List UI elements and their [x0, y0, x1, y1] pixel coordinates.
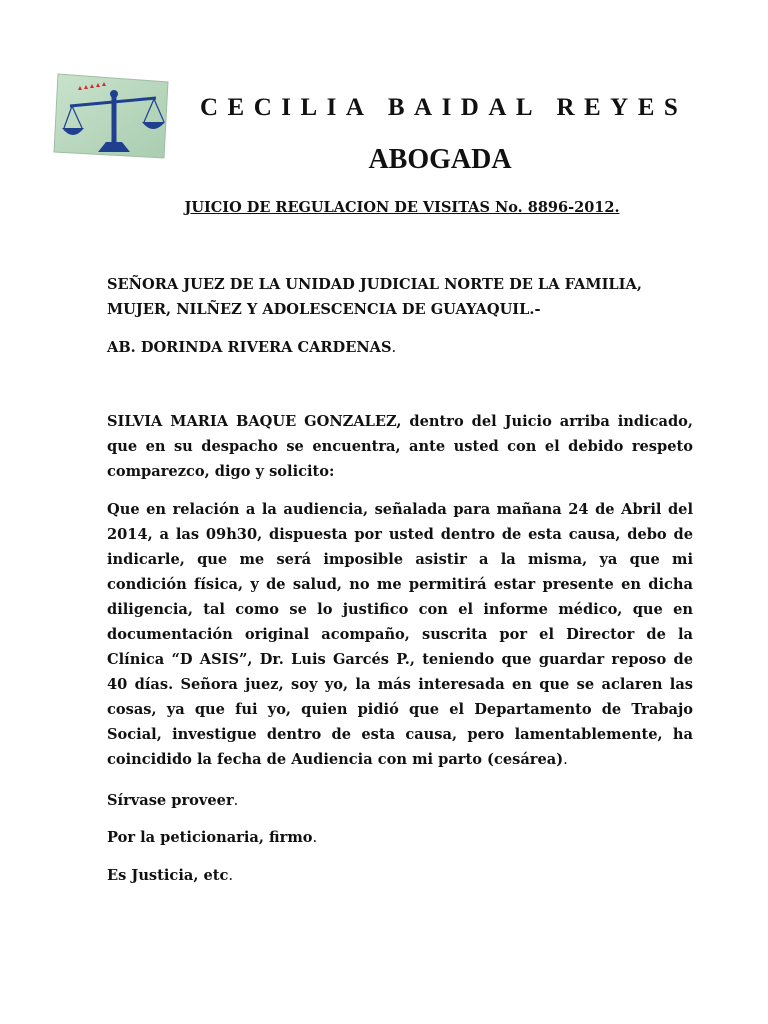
- paragraph-appearance: SILVIA MARIA BAQUE GONZALEZ, dentro del Juicio arriba indicado, que en su despacho se encuentra, ante usted con el debido respeto comparezco, digo y solicito:: [107, 413, 693, 480]
- addressee-line-2: MUJER, NILÑEZ Y ADOLESCENCIA DE GUAYAQUIL.-: [107, 301, 541, 318]
- closing-text-3: Es Justicia, etc: [107, 867, 229, 884]
- closing-text-2: Por la peticionaria, firmo: [107, 829, 313, 846]
- law-firm-logo: [52, 72, 170, 160]
- closing-line-2: Por la peticionaria, firmo.: [107, 829, 318, 846]
- closing-line-3: Es Justicia, etc.: [107, 867, 234, 884]
- lawyer-title: ABOGADA: [368, 144, 512, 175]
- paragraph-request-text: Que en relación a la audiencia, señalada para mañana 24 de Abril del 2014, a las 09h30, dispuesta por usted dentro de esta causa, debo de indicarle, que me será imposible asistir a la misma, ya que mi condición física, y de salud, no me permitirá estar presente en dicha diligencia, tal como se lo justifico con el informe médico, que en documentación original acompaño, suscrita por el Director de la Clínica “D ASIS”, Dr. Luis Garcés P., teniendo que guardar reposo de 40 días. Señora juez, soy yo, la más interesada en que se aclaren las cosas, ya que fui yo, quien pidió que el Departamento de Trabajo Social, investigue dentro de esta causa, pero lamentablemente, ha coincidido la fecha de Audiencia con mi parto (cesárea): [107, 501, 693, 768]
- judge-name-block: AB. DORINDA RIVERA CARDENAS.: [107, 339, 397, 356]
- paragraph-request: Que en relación a la audiencia, señalada para mañana 24 de Abril del 2014, a las 09h30, dispuesta por usted dentro de esta causa, debo de indicarle, que me será imposible asistir a la misma, ya que mi condición física, y de salud, no me permitirá estar presente en dicha diligencia, tal como se lo justifico con el informe médico, que en documentación original acompaño, suscrita por el Director de la Clínica “D ASIS”, Dr. Luis Garcés P., teniendo que guardar reposo de 40 días. Señora juez, soy yo, la más interesada en que se aclaren las cosas, ya que fui yo, quien pidió que el Departamento de Trabajo Social, investigue dentro de esta causa, pero lamentablemente, ha coincidido la fecha de Audiencia con mi parto (cesárea).: [107, 501, 693, 768]
- closing-text-1: Sírvase proveer: [107, 792, 234, 809]
- case-title: JUICIO DE REGULACION DE VISITAS No. 8896-2012.: [184, 199, 620, 216]
- judge-name: AB. DORINDA RIVERA CARDENAS: [107, 339, 392, 356]
- addressee-line-1: SEÑORA JUEZ DE LA UNIDAD JUDICIAL NORTE DE LA FAMILIA,: [107, 276, 642, 293]
- closing-line-1: Sírvase proveer.: [107, 792, 239, 809]
- scales-of-justice-icon: [52, 72, 170, 160]
- lawyer-name: CECILIA BAIDAL REYES: [200, 94, 688, 121]
- addressee: [107, 272, 693, 322]
